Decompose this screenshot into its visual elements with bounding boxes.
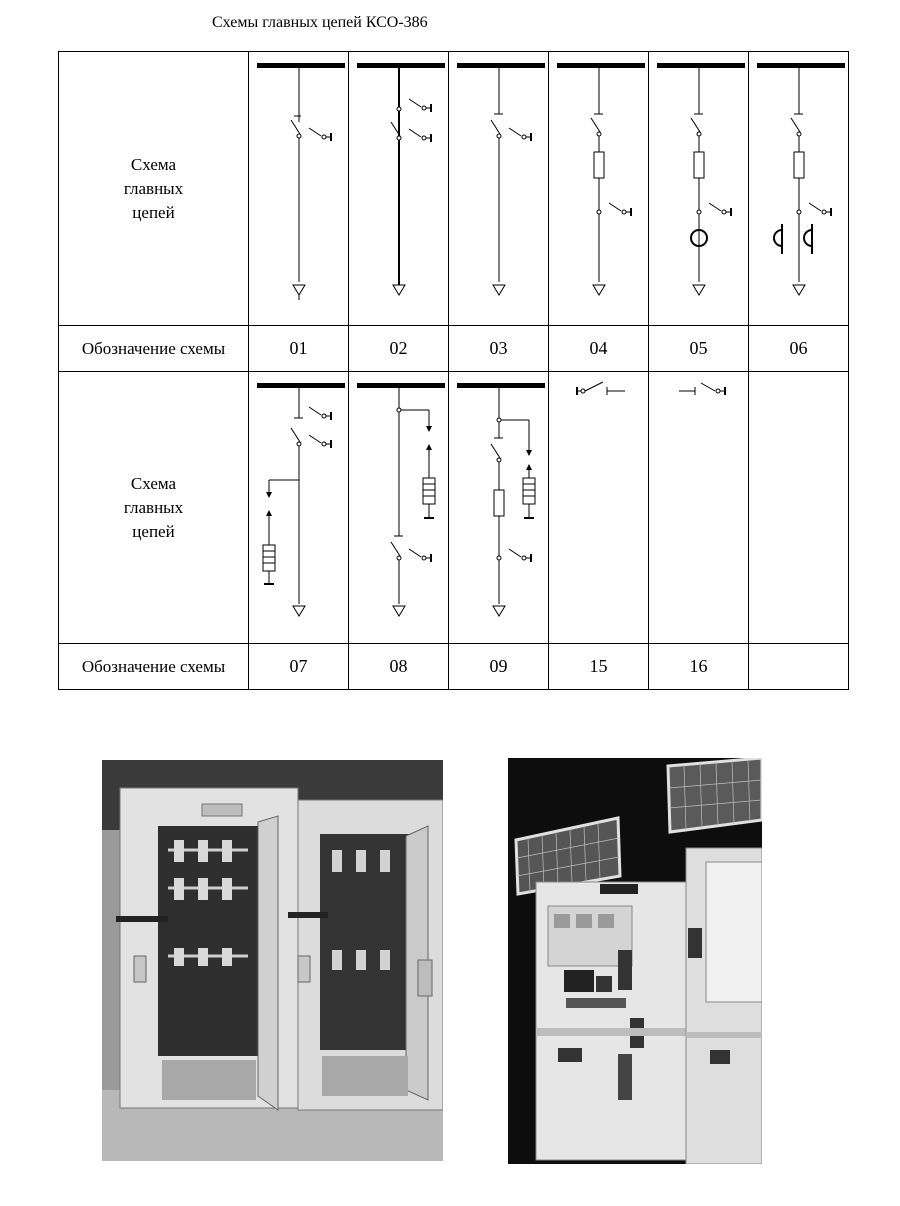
scheme-07-svg <box>249 372 348 643</box>
table-row <box>59 644 849 690</box>
table-row <box>59 326 849 372</box>
row-header-line: главных <box>123 497 184 517</box>
table-row <box>59 52 849 326</box>
scheme-code-05: 05 <box>649 326 749 372</box>
scheme-02-svg <box>349 52 448 325</box>
scheme-diagram-06 <box>749 52 849 326</box>
scheme-diagram-09 <box>449 372 549 644</box>
scheme-diagram-15 <box>549 372 649 644</box>
scheme-04-svg <box>549 52 648 325</box>
scheme-code-empty <box>749 644 849 690</box>
switchgear-cabinets-photo <box>102 760 443 1161</box>
main-circuit-schemes-table <box>58 51 849 690</box>
switchgear-cabinets-illustration <box>102 760 443 1161</box>
scheme-code-09: 09 <box>449 644 549 690</box>
scheme-diagram-05 <box>649 52 749 326</box>
scheme-06-svg <box>749 52 848 325</box>
scheme-diagram-02 <box>349 52 449 326</box>
row-header-line: цепей <box>132 521 175 541</box>
scheme-code-16: 16 <box>649 644 749 690</box>
scheme-code-08: 08 <box>349 644 449 690</box>
scheme-09-svg <box>449 372 548 643</box>
row-header-line: цепей <box>132 202 175 222</box>
switchgear-panel-illustration <box>508 758 762 1164</box>
row-header-scheme <box>59 372 249 644</box>
scheme-code-01: 01 <box>249 326 349 372</box>
scheme-code-07: 07 <box>249 644 349 690</box>
page-title: Схемы главных цепей КСО-386 <box>212 14 428 31</box>
scheme-code-03: 03 <box>449 326 549 372</box>
scheme-diagram-01 <box>249 52 349 326</box>
scheme-01-svg <box>249 52 348 325</box>
scheme-15-svg <box>549 372 648 643</box>
scheme-05-svg <box>649 52 748 325</box>
scheme-08-svg <box>349 372 448 643</box>
scheme-diagram-08 <box>349 372 449 644</box>
scheme-16-svg <box>649 372 748 643</box>
row-header-code: Обозначение схемы <box>59 644 249 690</box>
scheme-diagram-16 <box>649 372 749 644</box>
row-header-line: Схема <box>130 154 177 174</box>
row-header-scheme <box>59 52 249 326</box>
scheme-code-02: 02 <box>349 326 449 372</box>
scheme-diagram-07 <box>249 372 349 644</box>
row-header-line: Схема <box>130 473 177 493</box>
scheme-code-06: 06 <box>749 326 849 372</box>
row-header-line: главных <box>123 178 184 198</box>
scheme-diagram-empty <box>749 372 849 644</box>
scheme-diagram-04 <box>549 52 649 326</box>
table-row <box>59 372 849 644</box>
scheme-diagram-03 <box>449 52 549 326</box>
scheme-code-04: 04 <box>549 326 649 372</box>
row-header-code: Обозначение схемы <box>59 326 249 372</box>
switchgear-panel-photo <box>508 758 762 1164</box>
scheme-code-15: 15 <box>549 644 649 690</box>
scheme-03-svg <box>449 52 548 325</box>
